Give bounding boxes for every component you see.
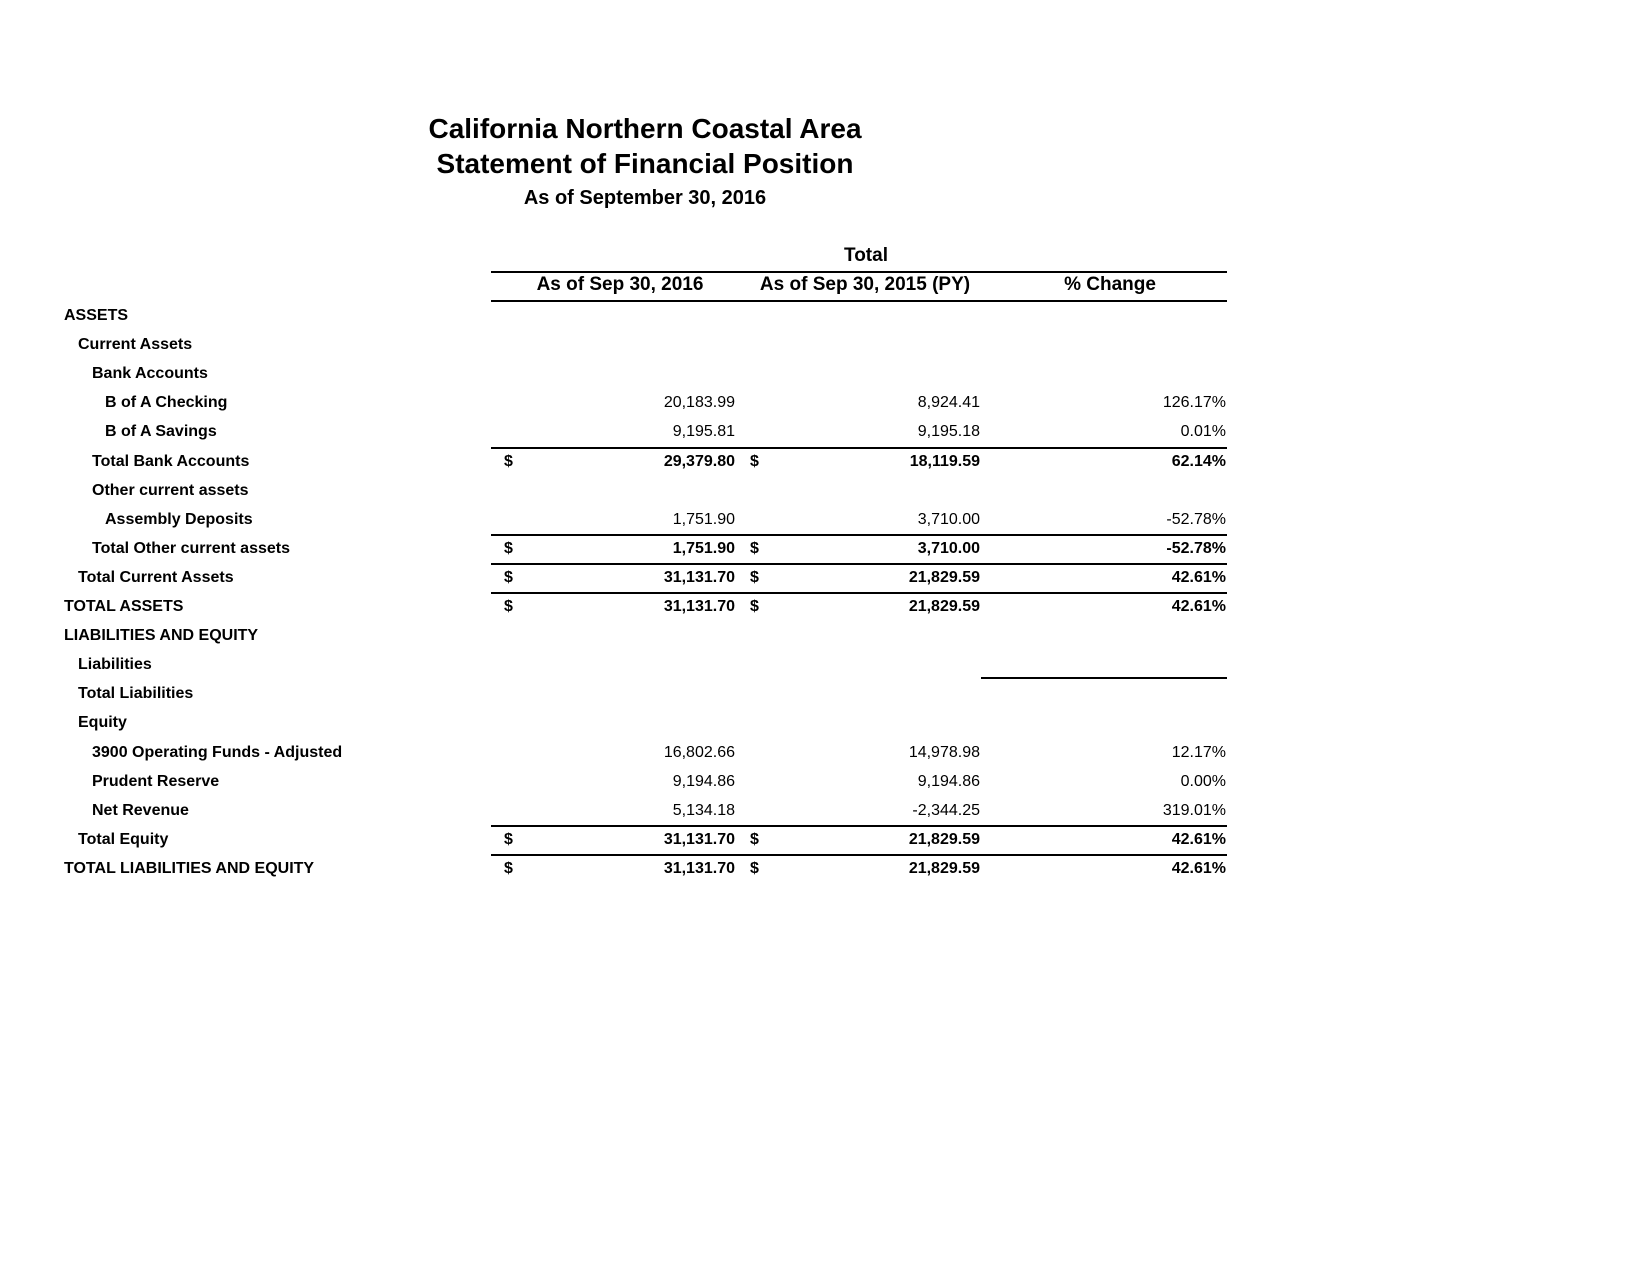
currency-symbol: $ (750, 539, 759, 557)
change-value: 42.61% (1171, 859, 1226, 877)
total-rule (735, 854, 981, 856)
table-row (0, 388, 1650, 417)
currency-symbol: $ (504, 568, 513, 586)
change-value: -52.78% (1166, 510, 1226, 528)
change-value: 42.61% (1171, 830, 1226, 848)
current-value: 29,379.80 (663, 452, 735, 470)
row-label: Liabilities (78, 656, 152, 674)
prior-value: 3,710.00 (917, 539, 980, 557)
column-header-change: % Change (1064, 274, 1156, 295)
change-value: 126.17% (1162, 394, 1226, 412)
column-header-prior: As of Sep 30, 2015 (PY) (759, 274, 971, 295)
total-rule (981, 854, 1227, 856)
row-label: ASSETS (64, 307, 129, 324)
table-row (0, 476, 1650, 505)
prior-value: -2,344.25 (912, 801, 980, 819)
currency-symbol: $ (504, 452, 513, 470)
total-rule (735, 534, 981, 536)
column-group-header: Total (844, 245, 888, 266)
total-row (0, 854, 1650, 883)
current-value: 31,131.70 (663, 568, 735, 586)
total-row (0, 563, 1650, 592)
total-row (0, 592, 1650, 621)
change-value: 62.14% (1171, 452, 1226, 470)
row-label: 3900 Operating Funds - Adjusted (92, 743, 343, 761)
currency-symbol: $ (750, 859, 759, 877)
prior-value: 21,829.59 (908, 598, 980, 615)
change-value: 42.61% (1171, 568, 1226, 586)
change-value: 0.00% (1180, 772, 1226, 790)
total-rule (491, 447, 735, 449)
current-value: 16,802.66 (663, 743, 735, 761)
table-row (0, 301, 1650, 330)
column-header-current: As of Sep 30, 2016 (536, 274, 704, 295)
row-label: Total Liabilities (78, 685, 194, 703)
total-rule (981, 825, 1227, 827)
report-header (0, 0, 1650, 220)
table-row (0, 650, 1650, 679)
change-value: 319.01% (1162, 801, 1226, 819)
row-label: TOTAL LIABILITIES AND EQUITY (64, 859, 315, 877)
report-title: Statement of Financial Position (436, 148, 854, 179)
total-rule (491, 854, 735, 856)
total-row (0, 447, 1650, 476)
prior-value: 21,829.59 (908, 568, 980, 586)
change-value: -52.78% (1166, 539, 1226, 557)
prior-value: 3,710.00 (917, 510, 980, 528)
total-rule (491, 534, 735, 536)
change-value: 0.01% (1180, 423, 1226, 441)
current-value: 20,183.99 (663, 394, 735, 412)
table-row (0, 738, 1650, 767)
change-value: 12.17% (1171, 743, 1226, 761)
row-label: Prudent Reserve (92, 772, 220, 790)
prior-value: 8,924.41 (917, 394, 980, 412)
row-label: Total Current Assets (78, 568, 234, 586)
current-value: 1,751.90 (672, 539, 735, 557)
prior-value: 21,829.59 (908, 859, 980, 877)
total-rule (981, 534, 1227, 536)
total-row (0, 825, 1650, 854)
row-label: Assembly Deposits (105, 510, 253, 528)
current-value: 1,751.90 (672, 510, 735, 528)
total-rule (491, 563, 735, 565)
row-label: B of A Checking (105, 394, 228, 412)
currency-symbol: $ (504, 539, 513, 557)
total-rule (981, 447, 1227, 449)
row-label: Total Bank Accounts (92, 452, 250, 470)
current-value: 5,134.18 (672, 801, 735, 819)
current-value: 31,131.70 (663, 598, 735, 615)
current-value: 9,194.86 (672, 772, 735, 790)
current-value: 31,131.70 (663, 830, 735, 848)
table-row (0, 679, 1650, 708)
currency-symbol: $ (504, 859, 513, 877)
currency-symbol: $ (750, 830, 759, 848)
change-value: 42.61% (1171, 598, 1226, 615)
prior-value: 14,978.98 (908, 743, 980, 761)
row-label: Total Equity (78, 830, 169, 848)
report-date: As of September 30, 2016 (523, 187, 767, 209)
current-value: 31,131.70 (663, 859, 735, 877)
prior-value: 18,119.59 (909, 452, 980, 470)
total-rule (735, 592, 981, 594)
table-row (0, 796, 1650, 825)
table-row (0, 708, 1650, 737)
row-label: Current Assets (78, 336, 193, 354)
currency-symbol: $ (504, 830, 513, 848)
total-rule (735, 563, 981, 565)
total-row (0, 534, 1650, 563)
total-rule (491, 592, 735, 594)
total-rule (735, 447, 981, 449)
row-label: B of A Savings (105, 423, 217, 441)
currency-symbol: $ (750, 598, 759, 615)
row-label: Bank Accounts (92, 365, 208, 383)
row-label: Other current assets (92, 481, 249, 499)
prior-value: 9,195.18 (917, 423, 980, 441)
table-row (0, 505, 1650, 534)
currency-symbol: $ (750, 452, 759, 470)
row-label: TOTAL ASSETS (64, 598, 184, 615)
total-rule (491, 825, 735, 827)
table-row (0, 621, 1650, 650)
total-rule (735, 825, 981, 827)
table-row (0, 359, 1650, 388)
table-row (0, 767, 1650, 796)
organization-name: California Northern Coastal Area (428, 113, 862, 144)
table-row (0, 417, 1650, 446)
liabilities-change-rule (981, 677, 1227, 679)
row-label: Equity (78, 714, 127, 732)
row-label: LIABILITIES AND EQUITY (64, 627, 259, 645)
header-rule-top (491, 271, 1227, 273)
total-rule (981, 563, 1227, 565)
currency-symbol: $ (504, 598, 513, 615)
current-value: 9,195.81 (672, 423, 735, 441)
prior-value: 21,829.59 (908, 830, 980, 848)
row-label: Total Other current assets (92, 539, 290, 557)
total-rule (981, 592, 1227, 594)
row-label: Net Revenue (92, 801, 189, 819)
table-row (0, 330, 1650, 359)
prior-value: 9,194.86 (917, 772, 980, 790)
currency-symbol: $ (750, 568, 759, 586)
